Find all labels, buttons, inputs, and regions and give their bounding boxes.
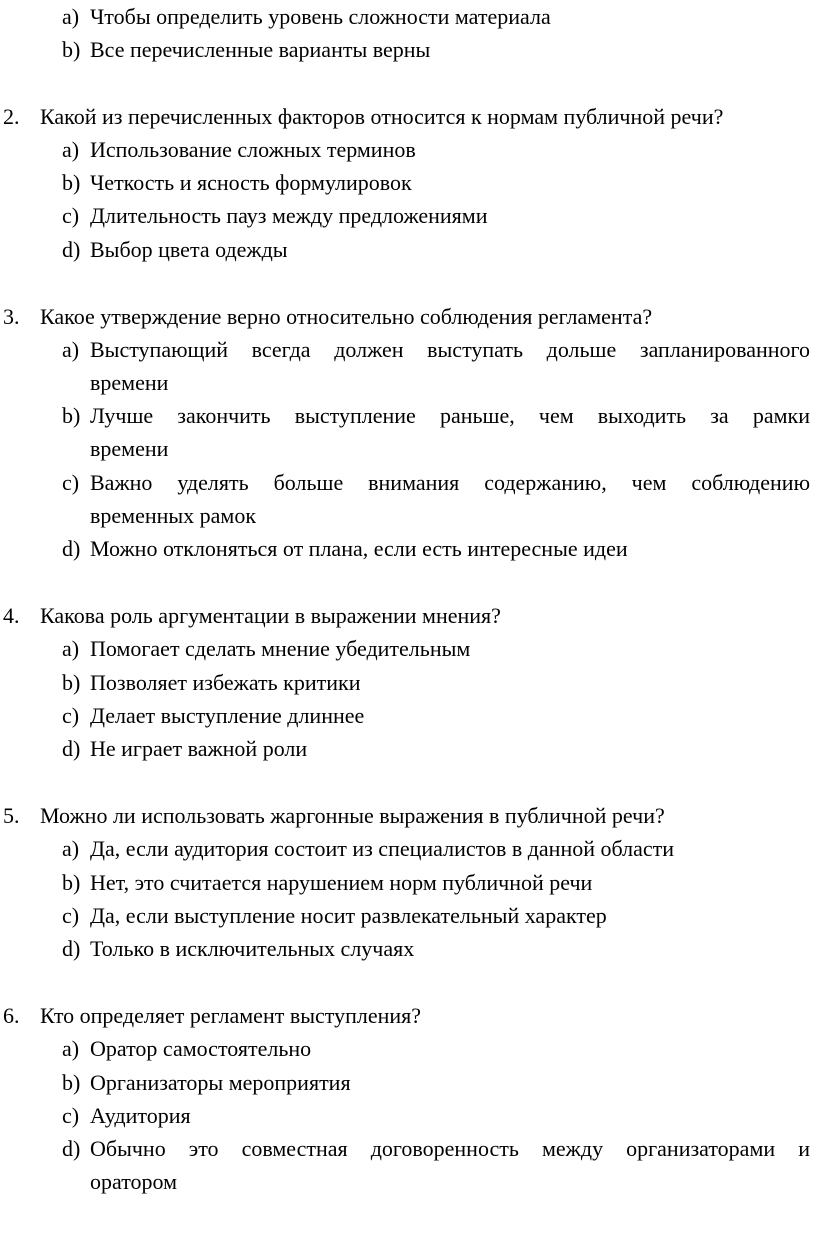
- option-letter: d): [62, 237, 81, 262]
- option-text: Организаторы мероприятия: [90, 1070, 351, 1095]
- option-letter: d): [62, 536, 81, 561]
- option-text: Четкость и ясность формулировок: [90, 170, 412, 195]
- option-letter: c): [62, 203, 80, 228]
- option-letter: b): [62, 170, 81, 195]
- question-number: 4.: [3, 603, 20, 628]
- option-text: Использование сложных терминов: [90, 137, 416, 162]
- option-text-line2: оратором: [90, 1169, 178, 1194]
- option-text-line1: Обычно это совместная договоренность между организаторами и: [90, 1136, 810, 1161]
- question-text: Какое утверждение верно относительно соблюдения регламента?: [40, 304, 653, 329]
- option-6d-text: [90, 1132, 810, 1198]
- option-letter: b): [62, 1070, 81, 1095]
- option-letter: b): [62, 37, 81, 62]
- option-text: Делает выступление длиннее: [90, 703, 365, 728]
- option-letter: b): [62, 403, 81, 428]
- option-text-line2: временных рамок: [90, 503, 257, 528]
- option-letter: d): [62, 936, 81, 961]
- option-text-line1: Важно уделять больше внимания содержанию, чем соблюдению: [90, 470, 810, 495]
- question-text: Можно ли использовать жаргонные выражения в публичной речи?: [40, 803, 665, 828]
- option-3c-text: [90, 466, 810, 532]
- option-letter: c): [62, 1103, 80, 1128]
- option-text: Выбор цвета одежды: [90, 237, 288, 262]
- option-text: Все перечисленные варианты верны: [90, 37, 431, 62]
- option-letter: d): [62, 736, 81, 761]
- option-text: Да, если выступление носит развлекательный характер: [90, 903, 607, 928]
- option-text: Не играет важной роли: [90, 736, 308, 761]
- question-number: 6.: [3, 1003, 20, 1028]
- option-letter: c): [62, 903, 80, 928]
- question-text: Какой из перечисленных факторов относится к нормам публичной речи?: [40, 104, 724, 129]
- option-text-line1: Лучше закончить выступление раньше, чем выходить за рамки: [90, 403, 810, 428]
- option-text: Аудитория: [90, 1103, 191, 1128]
- option-text-line2: времени: [90, 370, 169, 395]
- question-number: 2.: [3, 104, 20, 129]
- option-text: Длительность пауз между предложениями: [90, 203, 488, 228]
- option-text: Оратор самостоятельно: [90, 1036, 312, 1061]
- option-letter: d): [62, 1136, 81, 1161]
- option-letter: b): [62, 670, 81, 695]
- option-3b-text: [90, 399, 810, 465]
- question-number: 3.: [3, 304, 20, 329]
- option-letter: a): [62, 137, 80, 162]
- option-text: Можно отклоняться от плана, если есть интересные идеи: [90, 536, 628, 561]
- option-text: Да, если аудитория состоит из специалистов в данной области: [90, 836, 675, 861]
- option-text: Только в исключительных случаях: [90, 936, 415, 961]
- question-text: Кто определяет регламент выступления?: [40, 1003, 422, 1028]
- option-letter: a): [62, 1036, 80, 1061]
- option-text: Позволяет избежать критики: [90, 670, 361, 695]
- option-3a-text: [90, 333, 810, 399]
- option-text: Нет, это считается нарушением норм публичной речи: [90, 870, 593, 895]
- option-letter: a): [62, 337, 80, 362]
- option-text: Чтобы определить уровень сложности материала: [90, 4, 551, 29]
- option-letter: c): [62, 703, 80, 728]
- question-number: 5.: [3, 803, 20, 828]
- option-text-line2: времени: [90, 436, 169, 461]
- option-letter: a): [62, 836, 80, 861]
- option-letter: a): [62, 636, 80, 661]
- question-text: Какова роль аргументации в выражении мнения?: [40, 603, 501, 628]
- option-letter: c): [62, 470, 80, 495]
- option-letter: a): [62, 4, 80, 29]
- option-text: Помогает сделать мнение убедительным: [90, 636, 471, 661]
- option-letter: b): [62, 870, 81, 895]
- option-text-line1: Выступающий всегда должен выступать дольше запланированного: [90, 337, 810, 362]
